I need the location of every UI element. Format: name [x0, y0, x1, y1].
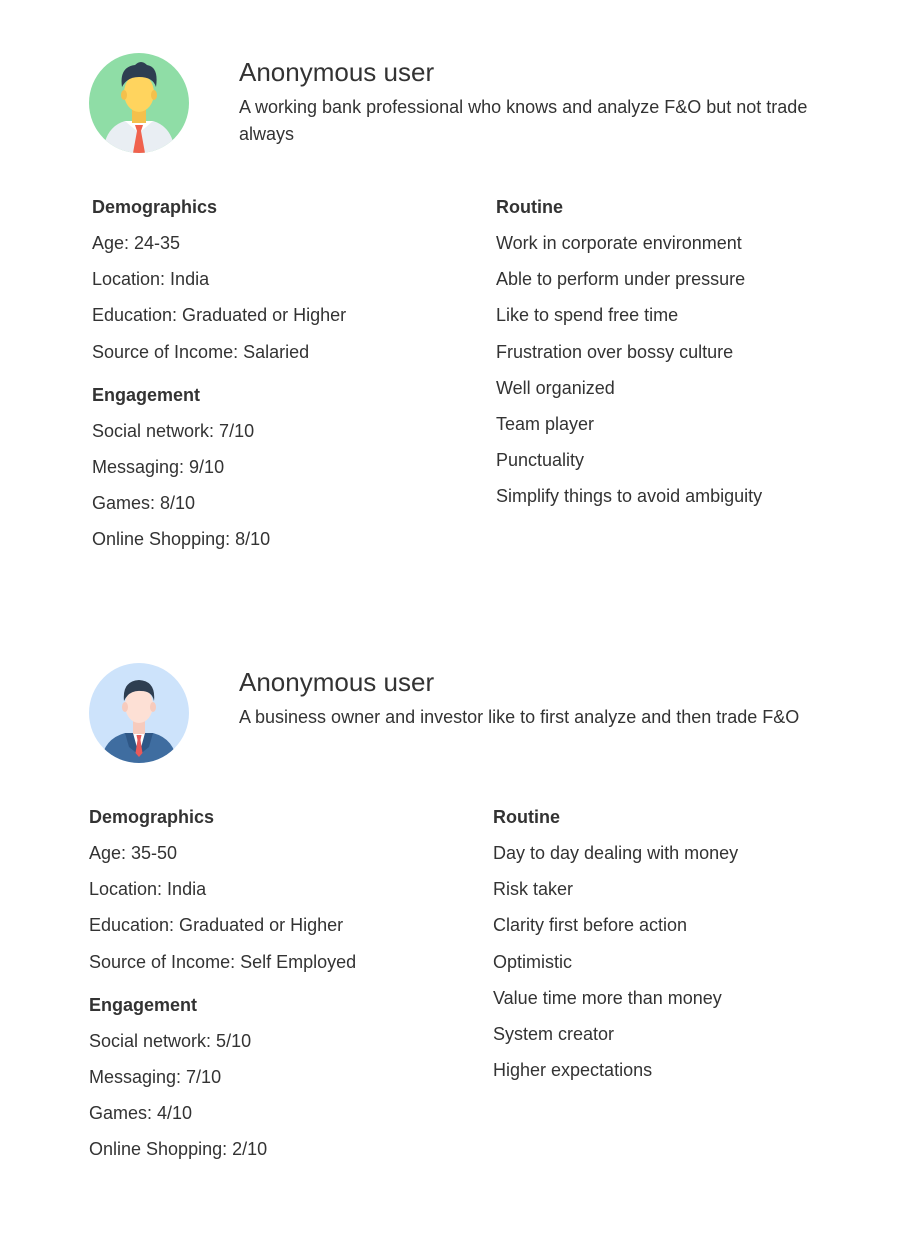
engagement-title: Engagement — [92, 384, 201, 405]
persona-name: Anonymous user — [239, 57, 435, 87]
list-item: Location: India — [89, 879, 207, 900]
list-item: Games: 4/10 — [89, 1103, 193, 1124]
list-item: Messaging: 9/10 — [92, 456, 225, 477]
demographics-list — [92, 230, 346, 366]
list-item: Day to day dealing with money — [493, 843, 739, 863]
engagement-list — [92, 418, 346, 554]
demographics-list — [89, 840, 356, 976]
list-item: Work in corporate environment — [496, 233, 742, 253]
business-owner-avatar-icon — [89, 663, 189, 763]
list-item: Risk taker — [493, 879, 574, 900]
list-item: Location: India — [92, 269, 210, 290]
list-item: Value time more than money — [493, 987, 722, 1008]
routine-title: Routine — [496, 197, 563, 217]
list-item: Messaging: 7/10 — [89, 1066, 222, 1087]
engagement-list — [89, 1028, 356, 1164]
list-item: Optimistic — [493, 951, 573, 972]
list-item: Social network: 5/10 — [89, 1030, 252, 1051]
list-item: Education: Graduated or Higher — [89, 915, 344, 936]
list-item: Age: 35-50 — [89, 843, 178, 863]
list-item: Higher expectations — [493, 1060, 653, 1081]
demographics-title: Demographics — [89, 807, 215, 827]
left-column — [92, 194, 346, 563]
list-item: System creator — [493, 1023, 615, 1044]
list-item: Able to perform under pressure — [496, 269, 746, 290]
list-item: Online Shopping: 2/10 — [89, 1139, 268, 1160]
list-item: Well organized — [496, 377, 615, 398]
list-item: Like to spend free time — [496, 305, 679, 326]
right-column — [496, 194, 762, 520]
routine-title: Routine — [493, 807, 560, 827]
persona-description: A working bank professional who knows and analyze F&O but not trade always — [239, 97, 808, 144]
persona-description: A business owner and investor like to first analyze and then trade F&O — [239, 707, 800, 727]
left-column — [89, 804, 356, 1173]
list-item: Source of Income: Salaried — [92, 341, 310, 362]
list-item: Punctuality — [496, 450, 585, 471]
persona-name: Anonymous user — [239, 667, 435, 697]
young-professional-avatar-icon — [89, 53, 189, 153]
right-column — [493, 804, 738, 1093]
list-item: Education: Graduated or Higher — [92, 305, 347, 326]
list-item: Online Shopping: 8/10 — [92, 529, 271, 550]
list-item: Frustration over bossy culture — [496, 341, 734, 362]
engagement-title: Engagement — [89, 994, 198, 1015]
list-item: Social network: 7/10 — [92, 420, 255, 441]
demographics-title: Demographics — [92, 197, 218, 217]
list-item: Age: 24-35 — [92, 233, 181, 253]
list-item: Simplify things to avoid ambiguity — [496, 486, 763, 507]
list-item: Team player — [496, 413, 595, 434]
routine-list — [496, 230, 762, 510]
list-item: Games: 8/10 — [92, 493, 196, 514]
list-item: Source of Income: Self Employed — [89, 951, 357, 972]
routine-list — [493, 840, 738, 1084]
list-item: Clarity first before action — [493, 915, 688, 936]
